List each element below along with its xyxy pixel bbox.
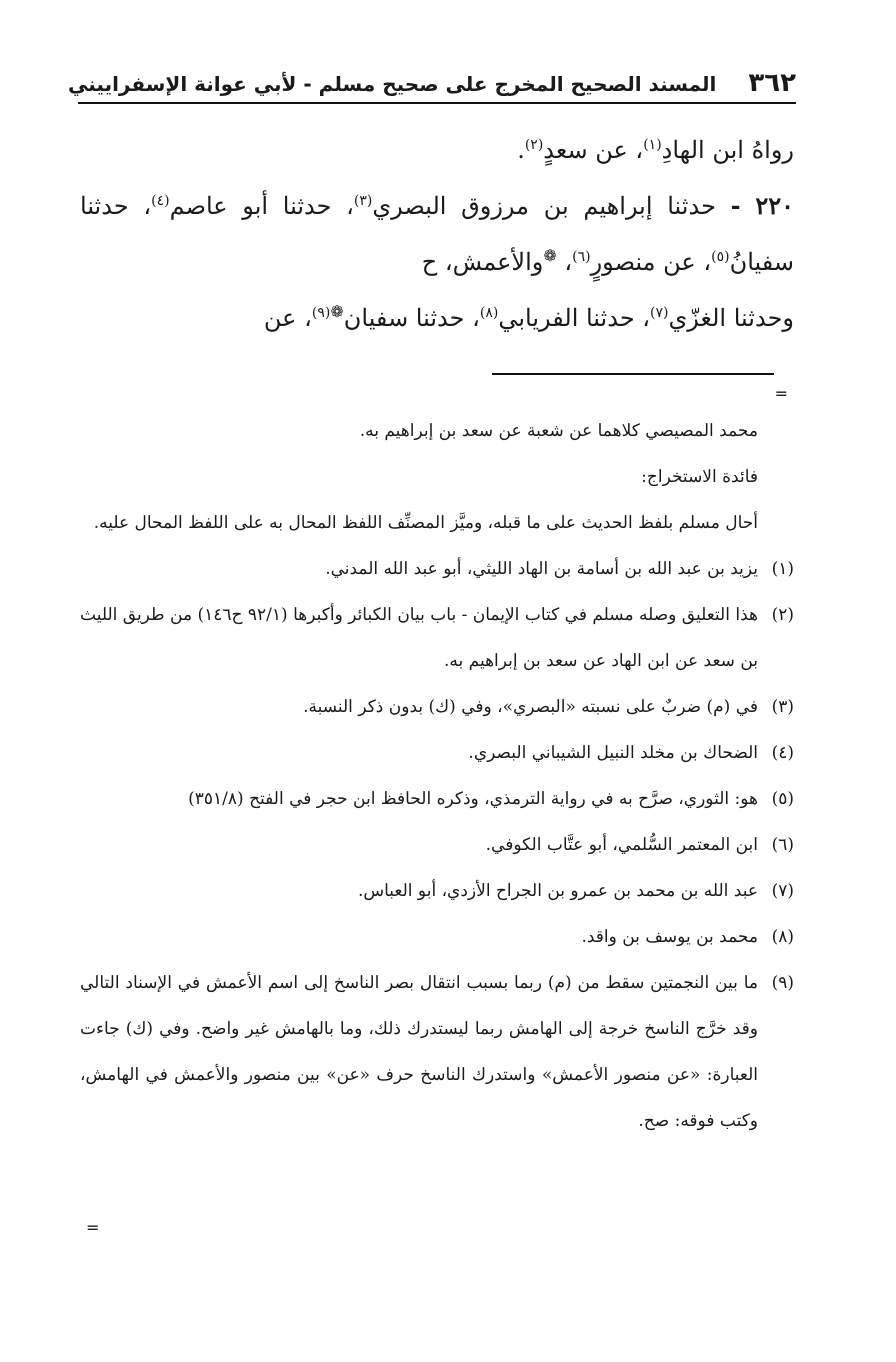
footnote-ref[interactable]: (٢) <box>524 137 544 153</box>
star-marker-icon: ❁ <box>543 246 557 265</box>
text-segment: ، حدثنا سفيانُ <box>80 192 794 276</box>
footnote-continuation: محمد المصيصي كلاهما عن شعبة عن سعد بن إبراهيم به. <box>359 421 758 441</box>
footnote-item <box>80 776 794 822</box>
running-header <box>68 64 796 104</box>
footnote-number: (٤) <box>771 743 794 763</box>
footnote-text: محمد بن يوسف بن واقد. <box>581 927 758 947</box>
text-segment: ، <box>556 248 573 276</box>
footnote-separator <box>492 373 774 375</box>
footnote-number: (٦) <box>771 835 794 855</box>
footnote-item <box>80 822 794 868</box>
footnote-item <box>80 960 794 1144</box>
footnote-number: (٩) <box>771 973 794 993</box>
text-segment: ، عن سعدٍ <box>543 136 644 164</box>
footnote-ref[interactable]: (١) <box>643 137 662 153</box>
footnote-number: (٧) <box>771 881 794 901</box>
footnote-ref[interactable]: (٩) <box>311 305 331 321</box>
footnote-text: ابن المعتمر السُّلمي، أبو عتَّاب الكوفي. <box>485 835 758 855</box>
footnote-ref[interactable]: (٦) <box>572 249 591 265</box>
footnotes-section <box>80 408 794 1144</box>
footnote-text: يزيد بن عبد الله بن أسامة بن الهاد الليثي، أبو عبد الله المدني. <box>325 559 758 579</box>
footnote-text: ما بين النجمتين سقط من (م) ربما بسبب انتقال بصر الناسخ إلى اسم الأعمش في الإسناد التالي وقد خرَّج الناسخ خرجة إلى الهامش ربما ليستدرك ذلك، وما بالهامش غير واضح. وفي (ك) جاءت العبارة: «عن منصور الأعمش» واستدرك الناسخ حرف «عن» بين منصور والأعمش في الهامش، وكتب فوقه: صح. <box>80 973 758 1131</box>
main-text <box>80 122 794 346</box>
footnote-item <box>80 868 794 914</box>
benefit-text: أحال مسلم بلفظ الحديث على ما قبله، وميَّز المصنِّف اللفظ المحال به على اللفظ المحال عليه. <box>93 513 758 533</box>
footnote-item <box>80 684 794 730</box>
hadith-paragraph <box>80 178 794 346</box>
benefit-title: فائدة الاستخراج: <box>641 467 758 487</box>
book-title: المسند الصحيح المخرج على صحيح مسلم - لأبي عوانة الإسفراييني <box>68 72 717 96</box>
footnote-item <box>80 914 794 960</box>
text-segment: رواهُ ابن الهادِ <box>661 136 794 164</box>
footnote-ref[interactable]: (٧) <box>650 305 669 321</box>
text-segment: ، حدثنا أبو عاصم <box>169 192 354 220</box>
footnote-ref[interactable]: (٤) <box>151 193 170 209</box>
page-number: ٣٦٢ <box>748 68 796 98</box>
text-segment: ، حدثنا الفريابي <box>498 304 651 332</box>
footnote-text: عبد الله بن محمد بن عمرو بن الجراح الأزدي، أبو العباس. <box>357 881 758 901</box>
footnote-text: هو: الثوري، صرَّح به في رواية الترمذي، وذكره الحافظ ابن حجر في الفتح (٣٥١/٨) <box>188 789 758 809</box>
text-segment: . <box>517 136 525 164</box>
footnote-text: في (م) ضربٌ على نسبته «البصري»، وفي (ك) بدون ذكر النسبة. <box>303 697 758 717</box>
footnote-item <box>80 546 794 592</box>
footnote-item <box>80 592 794 684</box>
text-segment: وحدثنا الغزّي <box>668 304 794 332</box>
footnote-number: (٣) <box>771 697 794 717</box>
text-segment: ، حدثنا سفيان <box>343 304 480 332</box>
hadith-number: ٢٢٠ <box>755 191 794 220</box>
narration-line <box>80 122 794 178</box>
footnote-ref[interactable]: (٣) <box>353 193 373 209</box>
footnote-text: الضحاك بن مخلد النبيل الشيباني البصري. <box>468 743 758 763</box>
footnote-number: (٨) <box>771 927 794 947</box>
continuation-mark: = <box>774 384 788 403</box>
footnote-text: هذا التعليق وصله مسلم في كتاب الإيمان - باب بيان الكبائر وأكبرها (٩٢/١ ح١٤٦) من طريق الليث بن سعد عن ابن الهاد عن سعد بن إبراهيم به. <box>80 605 758 671</box>
footnote-number: (٢) <box>771 605 794 625</box>
footnote-item <box>80 730 794 776</box>
footnote-number: (٥) <box>771 789 794 809</box>
text-segment: ، عن <box>263 304 312 332</box>
end-mark: = <box>86 1218 100 1237</box>
footnote-ref[interactable]: (٨) <box>479 305 499 321</box>
text-segment: والأعمش، ح <box>421 248 544 276</box>
footnote-ref[interactable]: (٥) <box>711 249 730 265</box>
text-segment: حدثنا إبراهيم بن مرزوق البصري <box>372 192 716 220</box>
footnote-number: (١) <box>771 559 794 579</box>
text-segment: ، عن منصورٍ <box>590 248 712 276</box>
hadith-dash: - <box>730 191 741 220</box>
star-marker-icon: ❁ <box>330 302 344 321</box>
